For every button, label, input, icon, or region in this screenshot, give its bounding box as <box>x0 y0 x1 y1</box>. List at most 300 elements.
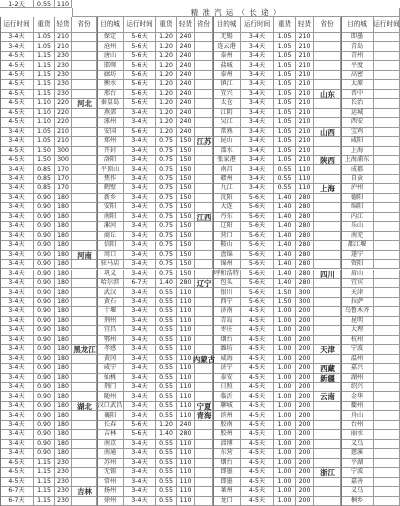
province-label: 宁夏 <box>196 401 212 411</box>
table-cell-time: 5-6天 <box>124 128 156 137</box>
table-cell-time <box>374 402 400 411</box>
table-cell-light: 180 <box>55 374 72 383</box>
table-cell-dest: 遂宁 <box>341 251 374 260</box>
province-cell <box>195 345 213 354</box>
table-cell-dest: 苏州 <box>97 459 124 468</box>
province-cell <box>314 165 341 174</box>
table-cell-time <box>374 33 400 42</box>
table-cell-weight: 0.75 <box>156 156 177 165</box>
table-cell-light: 300 <box>55 156 72 165</box>
table-cell-dest: 资阳 <box>341 260 374 269</box>
table-cell-time: 3-4天 <box>0 440 34 449</box>
province-cell <box>195 71 213 80</box>
province-label: 河北 <box>77 99 92 109</box>
table-cell-time <box>374 52 400 61</box>
header-time: 运行时间 <box>0 17 34 33</box>
table-cell-weight: 1.15 <box>34 71 55 80</box>
header-dest: 目的城 <box>97 17 124 33</box>
table-cell-light: 110 <box>177 487 195 496</box>
table-cell-time <box>374 147 400 156</box>
table-cell-weight: 0.55 <box>156 402 177 411</box>
table-cell-time: 5-6天 <box>241 260 274 269</box>
table-cell-weight: 1.00 <box>274 402 296 411</box>
table-cell-light: 110 <box>177 383 195 392</box>
table-cell-weight: 1.00 <box>274 459 296 468</box>
table-cell-time <box>374 42 400 51</box>
table-cell-dest: 溧水 <box>213 147 241 156</box>
table-cell-light: 210 <box>296 33 314 42</box>
province-cell <box>314 118 341 127</box>
table-cell-time: 3-4天 <box>0 298 34 307</box>
table-cell-dest: 包头 <box>213 279 241 288</box>
province-cell <box>72 175 97 184</box>
table-cell-weight: 0.75 <box>156 251 177 260</box>
table-cell-light: 200 <box>296 449 314 458</box>
table-cell-light: 230 <box>55 61 72 70</box>
table-cell-dest: 常州 <box>97 478 124 487</box>
table-cell-weight: 1.50 <box>34 156 55 165</box>
table-cell-time: 3-4天 <box>0 449 34 458</box>
table-cell-dest: 赣州 <box>213 175 241 184</box>
province-cell <box>195 288 213 297</box>
table-cell-time: 3-4天 <box>0 175 34 184</box>
table-cell-light: 110 <box>177 468 195 477</box>
table-cell-dest: 宁波 <box>341 345 374 354</box>
table-cell-light: 240 <box>177 33 195 42</box>
table-cell-time: 5-6天 <box>241 194 274 203</box>
table-cell-weight: 1.20 <box>156 128 177 137</box>
table-cell-time: 3-4天 <box>241 52 274 61</box>
header-time: 运行时间 <box>241 17 274 33</box>
province-cell <box>314 411 341 420</box>
table-cell-light: 110 <box>177 440 195 449</box>
table-cell-light: 200 <box>296 336 314 345</box>
province-cell <box>195 147 213 156</box>
table-cell-weight: 1.05 <box>274 128 296 137</box>
province-cell <box>72 71 97 80</box>
table-cell-time <box>374 383 400 392</box>
table-cell-dest: 湖州 <box>341 374 374 383</box>
province-cell <box>72 109 97 118</box>
table-cell-dest: 绍兴 <box>341 383 374 392</box>
table-cell-time: 5-6天 <box>124 33 156 42</box>
province-cell <box>195 33 213 42</box>
table-cell-light: 180 <box>55 345 72 354</box>
province-cell <box>314 99 341 108</box>
table-cell-light: 210 <box>296 147 314 156</box>
group-divider <box>213 17 214 506</box>
table-cell-time: 4-5天 <box>241 421 274 430</box>
table-cell-weight: 1.50 <box>274 288 296 297</box>
table-cell-dest: 邢台 <box>97 90 124 99</box>
province-label: 山东 <box>320 89 335 99</box>
table-cell-weight: 0.55 <box>274 165 296 174</box>
table-cell-light: 110 <box>177 355 195 364</box>
province-cell <box>314 222 341 231</box>
table-cell-weight: 1.15 <box>34 478 55 487</box>
province-cell <box>195 165 213 174</box>
table-cell-light: 210 <box>296 109 314 118</box>
table-cell-time: 4-5天 <box>0 459 34 468</box>
table-cell-light: 110 <box>177 497 195 506</box>
province-label: 江苏 <box>196 137 212 147</box>
table-cell-weight: 0.55 <box>156 326 177 335</box>
table-cell-dest: 银川 <box>213 288 241 297</box>
table-cell-light: 210 <box>296 71 314 80</box>
group-divider <box>0 17 1 506</box>
province-cell <box>72 222 97 231</box>
table-cell-time <box>374 317 400 326</box>
table-cell-weight: 1.00 <box>274 355 296 364</box>
table-cell-light: 200 <box>296 355 314 364</box>
province-cell <box>314 109 341 118</box>
table-cell-weight: 1.10 <box>34 109 55 118</box>
province-cell <box>72 52 97 61</box>
table-cell-time <box>374 411 400 420</box>
table-cell-light: 150 <box>177 232 195 241</box>
table-cell-time: 3-4天 <box>124 137 156 146</box>
province-cell <box>195 270 213 279</box>
table-cell-dest: 滨州 <box>213 411 241 420</box>
table-cell-light: 110 <box>177 317 195 326</box>
province-cell <box>314 241 341 250</box>
table-cell-time: 4-5天 <box>0 468 34 477</box>
province-cell <box>314 288 341 297</box>
table-cell-dest: 扬州 <box>97 487 124 496</box>
table-cell-weight: 1.00 <box>274 383 296 392</box>
table-cell-time: 5-6天 <box>241 203 274 212</box>
province-cell <box>195 307 213 316</box>
province-cell <box>314 307 341 316</box>
table-cell-weight: 0.90 <box>34 449 55 458</box>
table-cell-time: 5-6天 <box>241 298 274 307</box>
table-cell-dest: 黄石 <box>97 298 124 307</box>
table-cell-dest: 乌鲁木齐 <box>341 307 374 316</box>
table-cell-weight: 0.90 <box>34 336 55 345</box>
table-cell-light: 220 <box>55 118 72 127</box>
table-cell-time: 3-4天 <box>124 440 156 449</box>
table-cell-time: 3-4天 <box>0 355 34 364</box>
table-cell-dest: 烟台 <box>213 459 241 468</box>
table-cell-light: 180 <box>55 421 72 430</box>
table-cell-light: 180 <box>55 440 72 449</box>
province-label: 天津 <box>320 345 335 355</box>
province-cell <box>195 232 213 241</box>
table-cell-time: 3-4天 <box>0 336 34 345</box>
table-cell-weight: 1.15 <box>34 61 55 70</box>
table-cell-time: 3-4天 <box>241 90 274 99</box>
table-cell-dest: 荆门 <box>97 383 124 392</box>
table-cell-light: 110 <box>296 165 314 174</box>
table-cell-time: 3-4天 <box>124 175 156 184</box>
province-cell <box>72 478 97 487</box>
table-cell-dest: 鹤壁 <box>97 184 124 193</box>
table-cell-time: 4-5天 <box>0 52 34 61</box>
table-cell-time: 4-5天 <box>0 147 34 156</box>
table-cell-weight: 0.90 <box>34 279 55 288</box>
table-cell-time <box>374 345 400 354</box>
table-cell-weight: 1.40 <box>274 222 296 231</box>
table-cell-light: 230 <box>55 478 72 487</box>
table-cell-dest: 金华 <box>341 392 374 401</box>
province-cell <box>314 459 341 468</box>
table-cell-light: 150 <box>177 213 195 222</box>
table-cell-dest: 巩义 <box>97 270 124 279</box>
table-cell-time: 3-4天 <box>0 270 34 279</box>
table-cell-weight: 1.00 <box>274 307 296 316</box>
table-cell-weight: 1.20 <box>156 42 177 51</box>
table-cell-weight: 1.20 <box>156 71 177 80</box>
table-cell-light: 230 <box>55 487 72 496</box>
province-cell <box>195 251 213 260</box>
table-cell-dest: 胶州 <box>213 430 241 439</box>
table-cell-time <box>374 392 400 401</box>
province-cell <box>72 184 97 193</box>
table-cell-dest: 洛阳 <box>97 156 124 165</box>
table-cell-dest: 信阳 <box>97 241 124 250</box>
province-cell <box>72 270 97 279</box>
table-cell-time: 4-5天 <box>0 99 34 108</box>
table-cell-weight: 0.75 <box>156 137 177 146</box>
table-cell-weight: 1.00 <box>274 440 296 449</box>
table-cell-time: 3-4天 <box>241 61 274 70</box>
table-cell-weight: 0.55 <box>156 298 177 307</box>
table-cell-light: 240 <box>177 90 195 99</box>
table-cell-light: 210 <box>296 128 314 137</box>
province-cell <box>72 203 97 212</box>
table-cell-light: 300 <box>296 298 314 307</box>
table-cell-weight: 0.90 <box>34 260 55 269</box>
table-cell-dest: 烟台 <box>213 336 241 345</box>
table-cell-dest: 嘉兴 <box>341 364 374 373</box>
header-weight: 重货 <box>156 17 177 33</box>
province-label: 西藏 <box>320 364 335 374</box>
table-cell-weight: 1.20 <box>156 99 177 108</box>
table-cell-light: 180 <box>55 430 72 439</box>
table-cell-weight: 1.05 <box>274 137 296 146</box>
table-cell-weight: 1.50 <box>34 147 55 156</box>
table-cell-time <box>374 298 400 307</box>
table-cell-dest: 鞍山 <box>213 241 241 250</box>
province-cell <box>314 251 341 260</box>
table-cell-time: 5-6天 <box>241 232 274 241</box>
table-cell-time: 6-7天 <box>124 279 156 288</box>
table-cell-dest: 江阴 <box>213 109 241 118</box>
province-cell <box>195 90 213 99</box>
table-cell-weight: 1.40 <box>156 430 177 439</box>
province-cell <box>72 440 97 449</box>
province-cell <box>72 468 97 477</box>
table-cell-weight: 0.90 <box>34 421 55 430</box>
table-cell-weight: 0.90 <box>34 440 55 449</box>
table-cell-time: 3-4天 <box>124 478 156 487</box>
header-prov: 省份 <box>72 17 97 33</box>
table-cell-light: 150 <box>177 175 195 184</box>
table-cell-time: 3-4天 <box>124 345 156 354</box>
table-cell-weight: 1.05 <box>34 33 55 42</box>
table-cell-time: 3-4天 <box>124 203 156 212</box>
table-cell-weight: 0.55 <box>156 307 177 316</box>
table-cell-time <box>374 251 400 260</box>
table-cell-light: 220 <box>55 99 72 108</box>
table-cell-dest: 周口 <box>97 251 124 260</box>
table-cell-light: 180 <box>55 213 72 222</box>
table-cell-light: 180 <box>55 279 72 288</box>
table-cell-dest: 淄博 <box>213 440 241 449</box>
province-cell <box>195 42 213 51</box>
table-cell-time: 3-4天 <box>124 118 156 127</box>
header-weight: 重货 <box>274 17 296 33</box>
table-cell-time: 4-5天 <box>241 487 274 496</box>
province-cell <box>195 392 213 401</box>
table-cell-time: 3-4天 <box>124 411 156 420</box>
table-cell-dest: 汉口武昌 <box>97 402 124 411</box>
table-cell-weight: 1.00 <box>274 336 296 345</box>
table-cell-weight: 1.00 <box>274 430 296 439</box>
table-cell-time <box>374 336 400 345</box>
table-cell-dest: 宜宾 <box>341 279 374 288</box>
table-cell-dest: 德阳 <box>341 194 374 203</box>
table-cell-dest: 青岛 <box>213 317 241 326</box>
table-cell-time <box>374 118 400 127</box>
table-cell-time: 5-6天 <box>241 270 274 279</box>
table-cell-time: 4-5天 <box>0 61 34 70</box>
table-cell-time: 3-4天 <box>241 80 274 89</box>
province-cell <box>195 52 213 61</box>
province-cell <box>195 241 213 250</box>
table-cell-dest: 盐城 <box>213 61 241 70</box>
table-cell-weight: 0.75 <box>156 260 177 269</box>
province-cell <box>314 336 341 345</box>
table-cell-light: 280 <box>296 213 314 222</box>
table-cell-light: 200 <box>296 497 314 506</box>
table-cell-light: 200 <box>296 317 314 326</box>
table-cell-light: 240 <box>177 61 195 70</box>
table-cell-dest: 保定 <box>97 33 124 42</box>
province-cell <box>195 61 213 70</box>
table-cell-weight: 0.55 <box>156 440 177 449</box>
table-cell-dest: 泰安 <box>213 374 241 383</box>
table-cell-light: 110 <box>177 374 195 383</box>
table-cell-light: 150 <box>177 241 195 250</box>
province-cell <box>72 165 97 174</box>
table-cell-time: 5-6天 <box>241 279 274 288</box>
table-cell-dest: 宜昌 <box>97 326 124 335</box>
table-cell-dest: 驻马店 <box>97 260 124 269</box>
province-cell <box>314 430 341 439</box>
province-cell <box>72 137 97 146</box>
table-cell-dest: 无锡 <box>213 33 241 42</box>
table-cell-dest: 南昌 <box>213 165 241 174</box>
table-cell-light: 240 <box>177 99 195 108</box>
table-cell-dest: 南通 <box>97 449 124 458</box>
table-cell-time: 3-4天 <box>0 383 34 392</box>
table-cell-dest: 咸宁 <box>97 364 124 373</box>
table-cell-time: 3-4天 <box>0 251 34 260</box>
table-cell-time: 6-7天 <box>0 487 34 496</box>
table-cell-weight: 0.90 <box>34 298 55 307</box>
table-cell-time: 4-5天 <box>241 392 274 401</box>
province-cell <box>72 459 97 468</box>
province-cell <box>72 383 97 392</box>
table-cell-time: 3-4天 <box>124 468 156 477</box>
province-cell <box>195 478 213 487</box>
table-cell-light: 230 <box>55 90 72 99</box>
table-cell-dest: 大连 <box>213 203 241 212</box>
table-cell-weight: 0.90 <box>34 326 55 335</box>
province-cell <box>72 317 97 326</box>
table-cell-dest: 丽水 <box>341 430 374 439</box>
table-cell-dest: 吉林 <box>97 430 124 439</box>
table-cell-dest: 张家港 <box>213 156 241 165</box>
province-label: 黑龙江 <box>73 345 96 355</box>
province-cell <box>72 147 97 156</box>
table-cell-time <box>374 260 400 269</box>
table-cell-light: 280 <box>296 270 314 279</box>
table-cell-weight: 1.05 <box>34 137 55 146</box>
table-cell-light: 210 <box>55 128 72 137</box>
table-cell-weight: 0.90 <box>34 307 55 316</box>
table-cell-time: 3-4天 <box>124 383 156 392</box>
table-cell-time: 4-5天 <box>241 478 274 487</box>
province-label: 浙江 <box>320 468 335 478</box>
table-cell-light: 200 <box>296 421 314 430</box>
table-cell-dest: 南阳 <box>97 213 124 222</box>
province-cell <box>72 213 97 222</box>
table-cell-weight: 1.00 <box>274 326 296 335</box>
table-cell-time: 3-4天 <box>0 288 34 297</box>
header-light: 轻货 <box>177 17 195 33</box>
table-cell-time: 5-6天 <box>124 71 156 80</box>
table-cell-time: 3-4天 <box>124 374 156 383</box>
table-cell-dest: 安阳 <box>97 203 124 212</box>
table-cell-dest: 锦州 <box>213 260 241 269</box>
province-label: 陕西 <box>320 155 335 165</box>
table-cell-light: 110 <box>177 449 195 458</box>
table-cell-light: 150 <box>177 194 195 203</box>
table-cell-light: 110 <box>177 336 195 345</box>
table-cell-time: 3-4天 <box>241 118 274 127</box>
table-cell-time: 4-5天 <box>241 430 274 439</box>
province-cell <box>195 336 213 345</box>
table-cell-time: 3-4天 <box>124 184 156 193</box>
province-cell <box>195 222 213 231</box>
table-cell-light: 150 <box>177 165 195 174</box>
table-cell-light: 150 <box>177 270 195 279</box>
table-cell-time <box>374 99 400 108</box>
province-cell <box>195 260 213 269</box>
table-cell-light: 280 <box>177 279 195 288</box>
table-cell-time: 3-4天 <box>124 165 156 174</box>
table-cell-dest: 龙口 <box>213 497 241 506</box>
table-cell-dest: 嘉善 <box>341 478 374 487</box>
table-cell-weight: 0.75 <box>156 184 177 193</box>
province-cell <box>314 279 341 288</box>
table-cell-light: 180 <box>55 364 72 373</box>
table-cell-dest: 徐州 <box>97 497 124 506</box>
table-cell-time: 4-5天 <box>241 497 274 506</box>
province-cell <box>195 317 213 326</box>
table-cell-time: 3-4天 <box>124 326 156 335</box>
table-cell-weight: 0.55 <box>156 336 177 345</box>
table-cell-light: 210 <box>296 90 314 99</box>
province-cell <box>195 468 213 477</box>
table-cell-time: 3-4天 <box>0 411 34 420</box>
table-cell-time: 3-4天 <box>241 156 274 165</box>
table-cell-time: 3-4天 <box>241 99 274 108</box>
province-label: 新疆 <box>320 373 335 383</box>
table-cell-weight: 1.15 <box>34 90 55 99</box>
